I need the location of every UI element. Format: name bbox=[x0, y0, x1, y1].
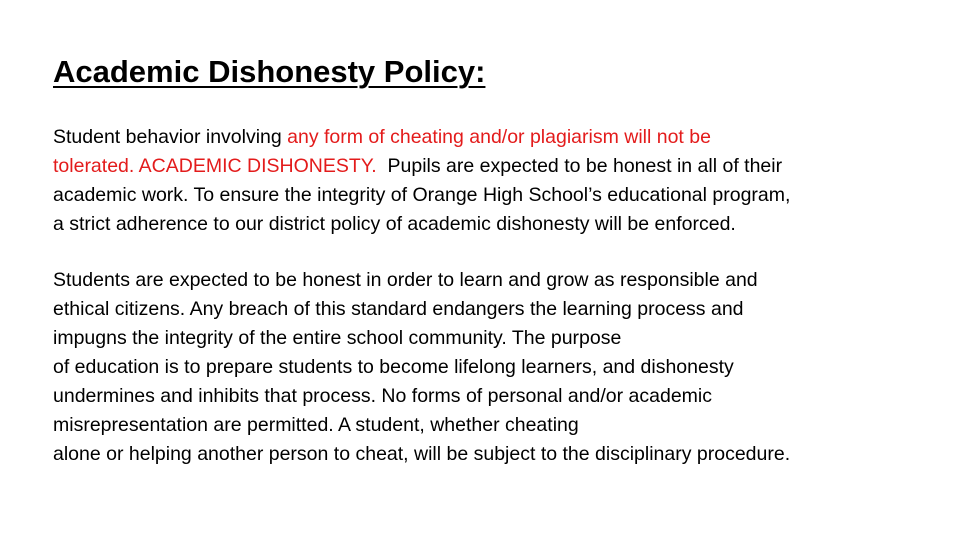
highlighted-text: tolerated. ACADEMIC DISHONESTY. bbox=[53, 155, 377, 177]
page-title: Academic Dishonesty Policy: bbox=[53, 54, 486, 89]
paragraph-line bbox=[53, 123, 790, 152]
paragraph-line: undermines and inhibits that process. No forms of personal and/or academic bbox=[53, 385, 713, 407]
paragraph-line: Students are expected to be honest in order to learn and grow as responsible and bbox=[53, 269, 758, 291]
highlighted-text: any form of cheating and/or plagiarism will not be bbox=[287, 126, 711, 148]
policy-paragraph-1 bbox=[53, 123, 790, 239]
paragraph-line: ethical citizens. Any breach of this standard endangers the learning process and bbox=[53, 298, 744, 320]
paragraph-line: a strict adherence to our district policy of academic dishonesty will be enforced. bbox=[53, 213, 736, 235]
paragraph-line: impugns the integrity of the entire school community. The purpose bbox=[53, 327, 622, 349]
policy-paragraph-2 bbox=[53, 266, 790, 469]
paragraph-text: Pupils are expected to be honest in all of their bbox=[376, 155, 783, 177]
paragraph-text: Student behavior involving bbox=[53, 126, 288, 148]
paragraph-line: alone or helping another person to cheat, will be subject to the disciplinary procedure. bbox=[53, 443, 791, 465]
paragraph-line: misrepresentation are permitted. A student, whether cheating bbox=[53, 414, 579, 436]
paragraph-line bbox=[53, 152, 790, 181]
paragraph-line: academic work. To ensure the integrity of Orange High School’s educational program, bbox=[53, 184, 791, 206]
paragraph-line: of education is to prepare students to become lifelong learners, and dishonesty bbox=[53, 356, 734, 378]
